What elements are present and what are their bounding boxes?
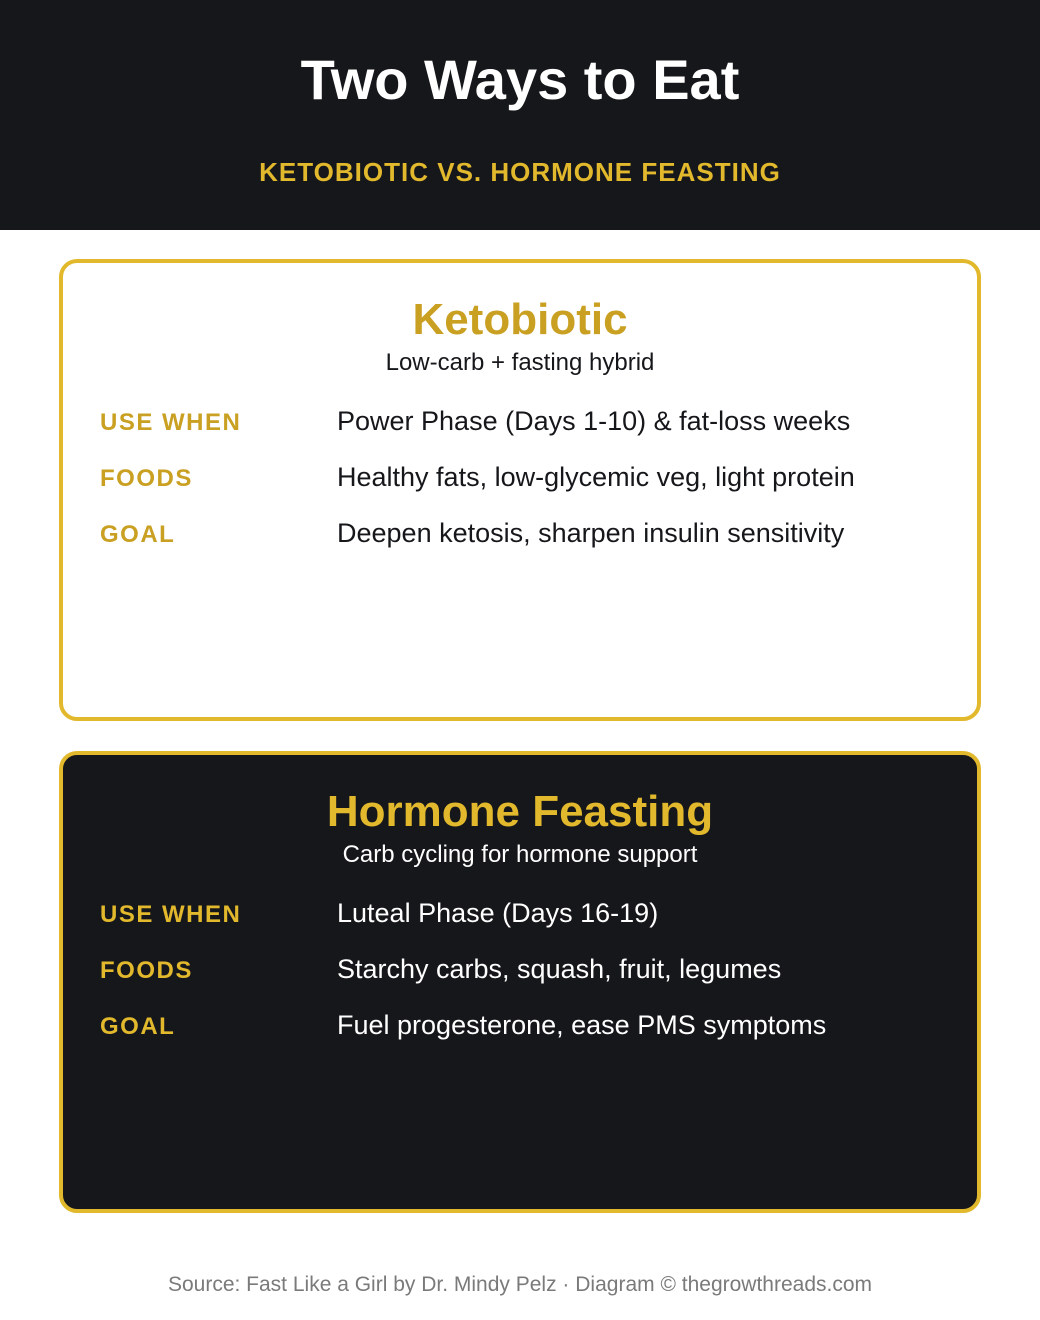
hormone-feasting-card [59,751,981,1213]
page-title: Two Ways to Eat [300,48,740,111]
foods-row [100,951,960,987]
card-subtitle: Low-carb + fasting hybrid [385,349,655,376]
use-when-label: USE WHEN [100,901,242,928]
goal-row [100,515,960,551]
use-when-label: USE WHEN [100,409,242,436]
header-banner [0,0,1040,230]
use-when-row [100,403,960,439]
source-footer: Source: Fast Like a Girl by Dr. Mindy Pelz · Diagram © thegrowthreads.com [167,1273,873,1296]
ketobiotic-card [59,259,981,721]
goal-value: Fuel progesterone, ease PMS symptoms [337,1010,827,1040]
card-title: Hormone Feasting [326,787,714,836]
goal-value: Deepen ketosis, sharpen insulin sensitivity [337,518,845,548]
foods-value: Healthy fats, low-glycemic veg, light protein [337,462,855,492]
use-when-row [100,895,960,931]
card-title: Ketobiotic [412,295,628,344]
card-subtitle: Carb cycling for hormone support [342,841,698,868]
foods-label: FOODS [100,957,193,984]
use-when-value: Power Phase (Days 1-10) & fat-loss weeks [337,406,851,436]
use-when-value: Luteal Phase (Days 16-19) [337,898,659,928]
goal-label: GOAL [100,1013,176,1040]
page-subtitle: KETOBIOTIC VS. HORMONE FEASTING [259,157,781,187]
goal-row [100,1007,960,1043]
foods-row [100,459,960,495]
goal-label: GOAL [100,521,176,548]
foods-value: Starchy carbs, squash, fruit, legumes [337,954,782,984]
foods-label: FOODS [100,465,193,492]
